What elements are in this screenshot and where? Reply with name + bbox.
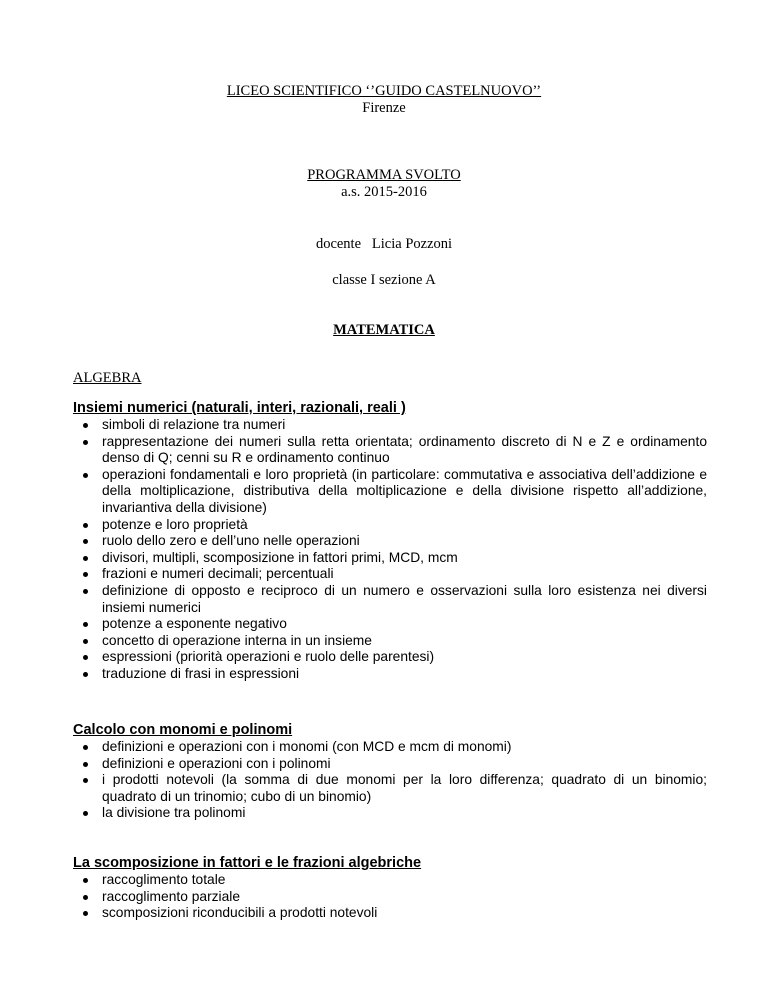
topic-list — [73, 739, 707, 822]
list-item: espressioni (priorità operazioni e ruolo delle parentesi) — [102, 649, 435, 665]
list-item: operazioni fondamentali e loro proprietà (in particolare: commutativa e associativa dell’addizione e della moltiplicazione, distributiva della moltiplicazione e della divisione rispetto all’addizione, invariantiva della divisione) — [102, 466, 707, 515]
list-item: definizioni e operazioni con i polinomi — [102, 755, 331, 771]
list-item: simboli di relazione tra numeri — [102, 417, 286, 432]
topic-list — [73, 417, 707, 683]
list-item: definizioni e operazioni con i monomi (con MCD e mcm di monomi) — [102, 739, 512, 754]
list-item: concetto di operazione interna in un insieme — [102, 632, 372, 648]
class-info: classe I sezione A — [332, 272, 436, 288]
topic-list — [73, 872, 707, 922]
topic-title: La scomposizione in fattori e le frazioni algebriche — [73, 855, 422, 871]
teacher-line — [0, 236, 768, 253]
topic-title: Insiemi numerici (naturali, interi, razionali, reali ) — [73, 400, 406, 416]
list-item: potenze e loro proprietà — [102, 516, 248, 532]
list-item: i prodotti notevoli (la somma di due monomi per la loro differenza; quadrato di un binomio; quadrato di un trinomio; cubo di un binomio) — [102, 772, 707, 804]
list-item: scomposizioni riconducibili a prodotti notevoli — [102, 905, 378, 921]
city: Firenze — [362, 100, 406, 116]
topic-title: Calcolo con monomi e polinomi — [73, 722, 293, 738]
teacher-name: Licia Pozzoni — [371, 236, 453, 252]
list-item: definizione di opposto e reciproco di un numero e osservazioni sulla loro esistenza nei diversi insiemi numerici — [102, 582, 707, 615]
list-item: frazioni e numeri decimali; percentuali — [102, 566, 334, 582]
list-item: ruolo dello zero e dell’uno nelle operazioni — [102, 533, 360, 549]
list-item: rappresentazione dei numeri sulla retta orientata; ordinamento discreto di N e Z e ordinamento denso di Q; cenni su R e ordinamento continuo — [102, 433, 707, 466]
school-year: a.s. 2015-2016 — [341, 184, 427, 200]
program-title: PROGRAMMA SVOLTO — [307, 167, 461, 183]
school-name: LICEO SCIENTIFICO ‘’GUIDO CASTELNUOVO’’ — [226, 83, 542, 99]
list-item: potenze a esponente negativo — [102, 616, 287, 632]
subject-title: MATEMATICA — [333, 322, 435, 338]
teacher-label: docente — [315, 236, 362, 252]
list-item: la divisione tra polinomi — [102, 805, 246, 821]
list-item: divisori, multipli, scomposizione in fattori primi, MCD, mcm — [102, 549, 458, 565]
list-item: raccoglimento parziale — [102, 888, 241, 904]
list-item: raccoglimento totale — [102, 872, 226, 887]
section-title: ALGEBRA — [73, 370, 142, 386]
list-item: traduzione di frasi in espressioni — [102, 665, 300, 681]
